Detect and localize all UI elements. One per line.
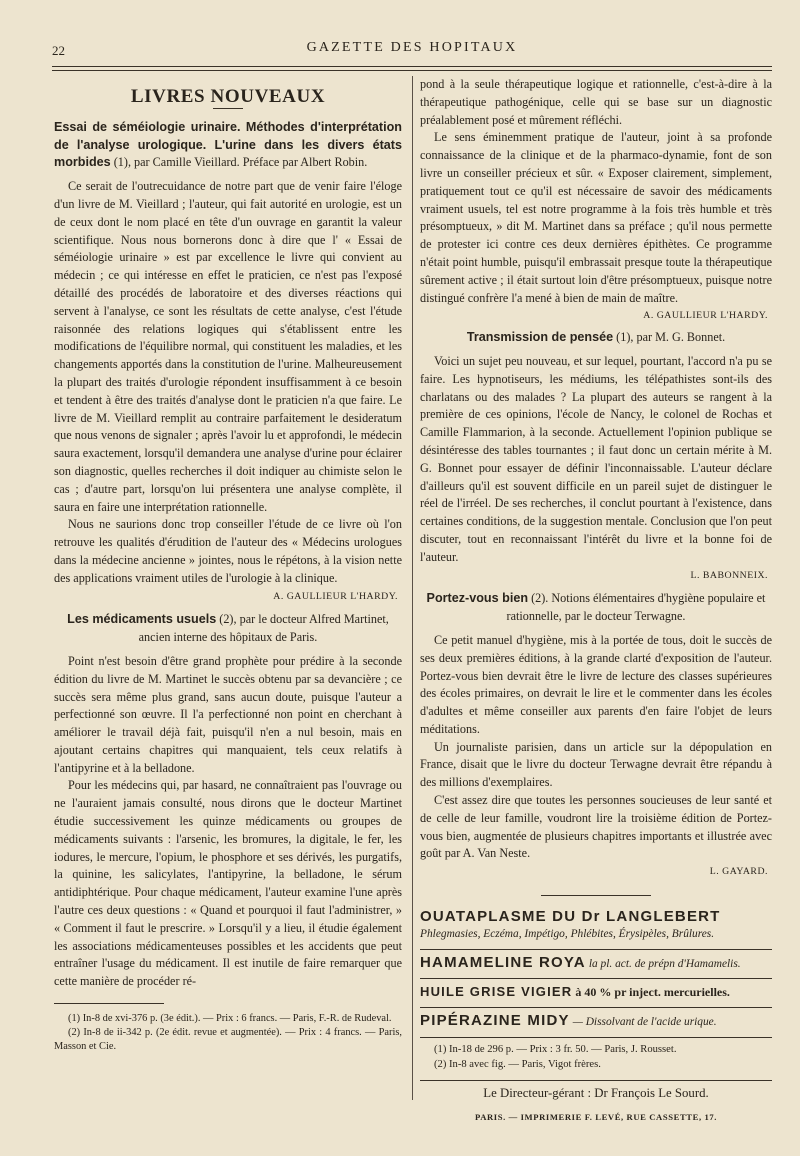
review3-byline: , par M. G. Bonnet.: [630, 330, 726, 345]
review4-signature: L. GAYARD.: [709, 866, 768, 878]
right-column: [420, 76, 772, 1127]
ad-divider: [420, 1037, 772, 1038]
running-title: GAZETTE DES HOPITAUX: [306, 40, 518, 55]
column-divider: [412, 76, 413, 1100]
director-line: Le Directeur-gérant : Dr François Le Sourd.: [483, 1086, 709, 1101]
review4-byline: . Notions élémentaires d'hygiène populaire et rationnelle, par le docteur Terwagne.: [506, 591, 766, 624]
review2-signature: A. GAULLIEUR L'HARDY.: [643, 310, 768, 322]
ad-subtitle: la pl. act. de prépn d'Hamamelis.: [588, 957, 741, 970]
review2-heading: [54, 611, 402, 647]
review2-paragraph: pond à la seule thérapeutique logique et rationnelle, c'est-à-dire à la thérapeutique pathogénique, celle qui se base sur un diagnostic préalablement posé et mûrement réfléchi.: [420, 77, 772, 127]
review4-note-ref: (2): [531, 591, 546, 606]
advertisement-piperazine: [420, 1012, 772, 1032]
ad-subtitle: à 40 % pr inject. mercurielles.: [575, 985, 730, 1000]
page-header: [52, 40, 772, 62]
printer-line: PARIS. — IMPRIMERIE F. LEVÉ, RUE CASSETTE, 17.: [474, 1111, 717, 1122]
review1-signature: A. GAULLIEUR L'HARDY.: [273, 590, 398, 602]
footnotes-right: [420, 1042, 772, 1072]
review1-paragraph: Ce serait de l'outrecuidance de notre part que de venir faire l'éloge d'un livre de M. Vieillard ; l'auteur, qui fait autorité en urologie, est un de ceux dont le nom placé en tête d'un ouvrage en garantit la valeur scientifique. Nous nous bornerons donc à dire que l' « Essai de séméiologie urinaire » est par excellence le livre qui convient au médecin ; ce qui intéresse en effet le praticien, ce n'est pas l'exposé détaillé des procédés de laboratoire et des diverses réactions qui servent à l'analyse, ce sont les résultats de cette analyse, c'est l'étude raisonnée des relations logiques qui s'établissent entre les modifications de l'équilibre normal, qui constituent les maladies, et les changements apportés dans la constitution de l'urine. Malheureusement la plupart des traités d'urologie répondent insuffisamment à ce besoin et tendent à être des traités d'analyse dont le praticien n'a que faire. Le livre de M. Vieillard remplit au contraire parfaitement le desideratum que nous venons de signaler ; après l'avoir lu et approfondi, le médecin saura exactement, lorsqu'il demandera une analyse d'urine pour éclairer son diagnostic, quelles recherches il doit indiquer au chimiste selon le cas ; d'autre part, lorsqu'on lui présentera une analyse complète, il saura en faire une interprétation rationnelle.: [54, 179, 402, 514]
advertisement-huile-grise: [420, 983, 772, 1002]
header-rule-thin: [52, 70, 772, 71]
review3-title: Transmission de pensée: [466, 330, 614, 345]
review4-paragraph: Un journaliste parisien, dans un article sur la dépopulation en France, disait que le livre du docteur Terwagne devrait être répandu à des millions d'exemplaires.: [420, 739, 772, 790]
left-column: [54, 76, 402, 1054]
title-rule: [213, 108, 243, 109]
review2-byline: , par le docteur Alfred Martinet, ancien interne des hôpitaux de Paris.: [138, 612, 389, 645]
ad-subtitle: Phlegmasies, Eczéma, Impétigo, Phlébites, Érysipèles, Brûlures.: [420, 927, 715, 940]
ad-title: HAMAMELINE ROYA: [420, 953, 586, 971]
footnote-rule: [54, 1003, 164, 1004]
ad-divider: [420, 978, 772, 979]
review3-signature: L. BABONNEIX.: [690, 569, 768, 581]
ad-subtitle: — Dissolvant de l'acide urique.: [572, 1016, 717, 1029]
review2-paragraph: Le sens éminemment pratique de l'auteur, joint à sa profonde connaissance de la clinique et de la pharmaco-dynamie, font de son livre un conseiller précieux et sûr. « Exposer clairement, simplement, pratiquement tout ce qu'il est nécessaire de savoir des médicaments vraiment usuels, tel est notre programme à la fois très humble et très présomptueux, » dit M. Martinet dans sa préface ; qu'il nous permette de protester ici contre ces deux dernières épithètes. Ce programme n'était point humble, puisqu'il embrassait presque toute la thérapeutique sûrement active ; il était surtout loin d'être présomptueux, puisque notre distingué confrère l'a mené à bien de main de maître.: [420, 130, 772, 305]
review2-paragraph: Point n'est besoin d'être grand prophète pour prédire à la seconde édition du livre de M. Martinet le succès obtenu par sa devancière ; ce succès sera même plus grand, sans aucun doute, puisque l'auteur a perfectionné son œuvre. Il l'a perfectionné non point en cherchant à améliorer le travail déjà fait, puisqu'il n'en a nul besoin, mais en ajoutant certains chapitres qui manquaient, tels ceux relatifs à l'antipyrine et à la belladone.: [54, 653, 402, 775]
review1-byline: , par Camille Vieillard. Préface par Albert Robin.: [127, 155, 368, 170]
section-title: LIVRES NOUVEAUX: [130, 86, 326, 107]
review1-paragraph: Nous ne saurions donc trop conseiller l'étude de ce livre où l'on retrouve les qualités d'érudition de l'auteur des « Médecins urologues dans la médecine ancienne » jointes, nous le répétons, à la vision nette des applications vraiment utiles de l'urologie à la clinique.: [54, 517, 402, 585]
review1-note-ref: (1): [113, 155, 128, 170]
ad-title: HUILE GRISE VIGIER: [420, 984, 573, 1000]
ad-divider: [420, 949, 772, 950]
review4-heading: [420, 590, 772, 626]
colophon-rule: [420, 1080, 772, 1081]
header-rule: [52, 66, 772, 67]
footnote: (1) In-8 de xvi-376 p. (3e édit.). — Prix : 6 francs. — Paris, F.-R. de Rudeval.: [68, 1013, 392, 1025]
review2-note-ref: (2): [219, 612, 234, 627]
review4-paragraph: C'est assez dire que toutes les personnes soucieuses de leur santé et de celle de leur famille, voudront lire la troisième édition de Portez-vous bien, augmentée de plusieurs chapitres importants et illustrée avec goût par A. Van Neste.: [420, 793, 772, 861]
footnote: (1) In-18 de 296 p. — Prix : 3 fr. 50. — Paris, J. Rousset.: [434, 1044, 677, 1056]
review2-paragraph: Pour les médecins qui, par hasard, ne connaîtraient pas l'ouvrage ou ne l'auraient jamais consulté, nous dirons que le docteur Martinet étudie successivement les quinze médicaments ou groupes de médicaments suivants : l'arsenic, les bromures, la digitale, le fer, les iodures, le mercure, l'opium, le phosphore et ses dérivés, les purgatifs, la quinine, les salicylates, l'antipyrine, la belladone, le sérum antidiphtérique. Pour chaque médicament, l'auteur examine l'une après l'autre ces deux questions : « Quand et pourquoi il faut l'administrer, » « Comment il faut le prescrire. » Lorsqu'il y a lieu, il étudie également les associations médicamenteuses possibles et les accidents que peut entraîner l'usage du médicament. Il est inutile de faire remarquer que cette manière de procéder ré-: [54, 778, 402, 989]
review3-heading: [420, 329, 772, 347]
review3-note-ref: (1): [616, 330, 631, 345]
review1-heading: [54, 119, 402, 172]
review4-paragraph: Ce petit manuel d'hygiène, mis à la portée de tous, doit le succès de ses deux premières éditions, à la grande clarté d'exposition de l'auteur. Portez-vous bien devrait être le livre de lecture des classes supérieures des écoles primaires, on devrait le lire et le commenter dans les écoles d'adultes et même conseiller aux parents d'en faire l'objet de leurs méditations.: [420, 632, 772, 736]
review1-title: Essai de séméiologie urinaire. Méthodes d'interprétation de l'analyse urologique. L'urine dans les divers états morbides: [54, 119, 402, 170]
footnote: (2) In-8 de ii-342 p. (2e édit. revue et augmentée). — Prix : 4 francs. — Paris, Masson et Cie.: [54, 1027, 402, 1053]
review3-paragraph: Voici un sujet peu nouveau, et sur lequel, pourtant, l'accord n'a pu se faire. Les hypnotiseurs, les médiums, les télépathistes sont-ils des charlatans ou des malades ? La plupart des auteurs se rangent à la première de ces opinions, l'école de Nancy, le colonel de Rochas et Camille Flammarion, à la seconde. Actuellement l'opinion publique se désintéresse des tables tournantes ; il faut donc un certain mérite à M. G. Bonnet pour essayer de définir l'inconnaissable. L'auteur déclare d'ailleurs qu'il est souvent difficile en un pareil sujet de distinguer le réel de l'irréel. De ses recherches, il conclut pourtant à l'existence, dans certaines conditions, de la suggestion mentale. Conclusion que l'on peut discuter, tout en reconnaissant l'intérêt du livre et la bonne foi de l'auteur.: [420, 353, 772, 564]
ad-divider: [420, 1007, 772, 1008]
review4-title: Portez-vous bien: [426, 591, 529, 606]
advertisement-hamameline: [420, 954, 772, 974]
ad-title: PIPÉRAZINE MIDY: [420, 1012, 570, 1030]
advertisement-langlebert: [420, 908, 772, 944]
ads-rule: [541, 895, 651, 896]
footnotes-left: [54, 1012, 402, 1054]
footnote: (2) In-8 avec fig. — Paris, Vigot frères.: [434, 1059, 601, 1071]
page-number: 22: [52, 43, 65, 58]
review2-title: Les médicaments usuels: [67, 612, 217, 627]
ad-title: OUATAPLASME DU Dr LANGLEBERT: [420, 908, 721, 926]
